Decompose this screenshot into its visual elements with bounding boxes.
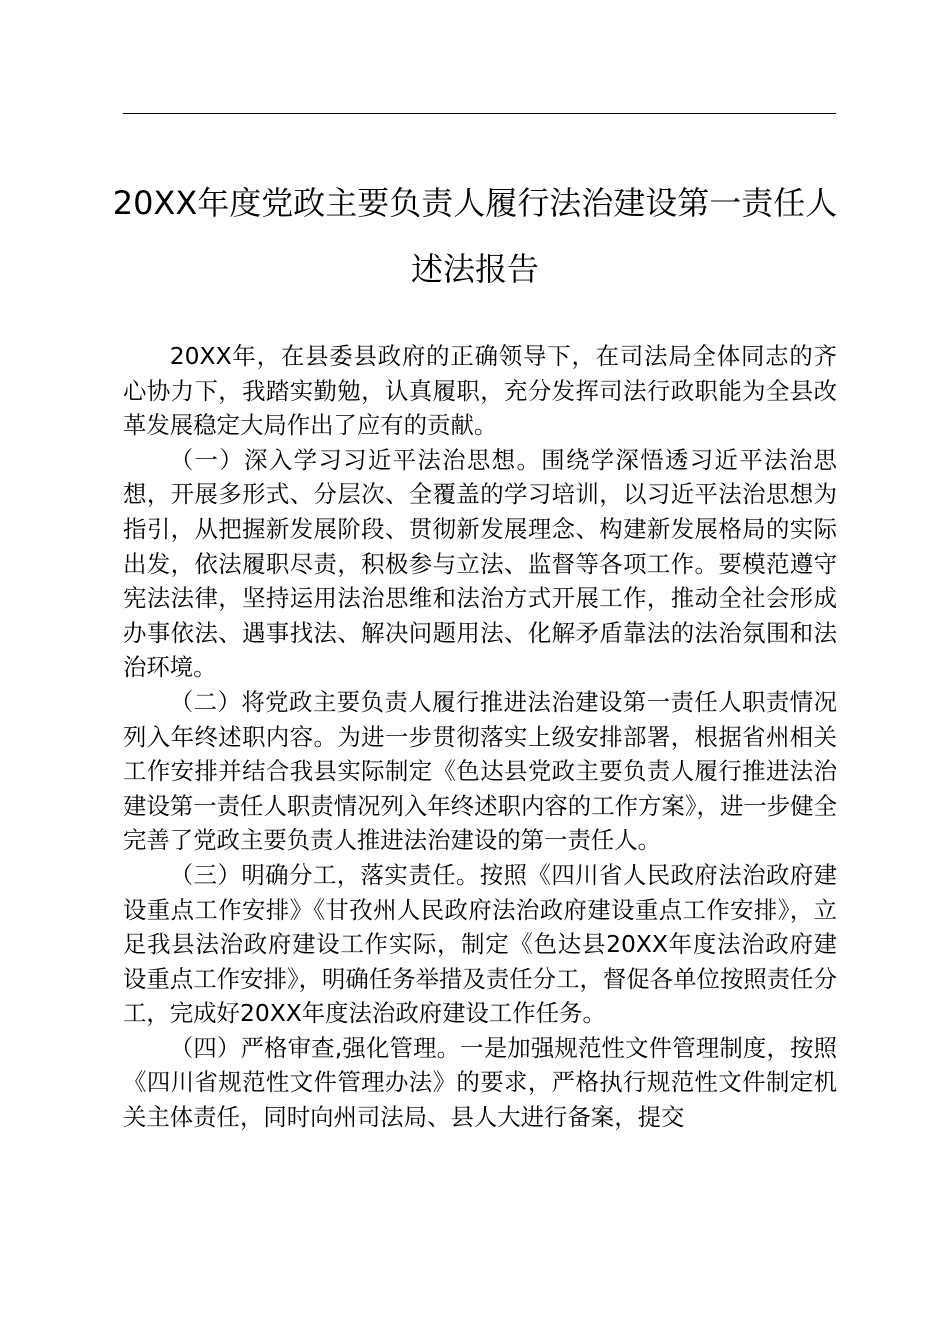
paragraph-section-1: （一）深入学习习近平法治思想。围绕学深悟透习近平法治思想，开展多形式、分层次、全覆盖的学习培训，以习近平法治思想为指引，从把握新发展阶段、贯彻新发展理念、构建新发展格局的实际出发，依法履职尽责，积极参与立法、监督等各项工作。要模范遵守宪法法律，坚持运用法治思维和法治方式开展工作，推动全社会形成办事依法、遇事找法、解决问题用法、化解矛盾靠法的法治氛围和法治环境。 [123,445,837,682]
paragraph-section-2: （二）将党政主要负责人履行推进法治建设第一责任人职责情况列入年终述职内容。为进一步贯彻落实上级安排部署，根据省州相关工作安排并结合我县实际制定《色达县党政主要负责人履行推进法治建设第一责任人职责情况列入年终述职内容的工作方案》，进一步健全完善了党政主要负责人推进法治建设的第一责任人。 [123,687,837,855]
paragraph-section-4: （四）严格审查,强化管理。一是加强规范性文件管理制度，按照《四川省规范性文件管理办法》的要求，严格执行规范性文件制定机关主体责任，同时向州司法局、县人大进行备案，提交 [123,1033,837,1132]
header-rule [123,113,836,114]
document-title: 20XX年度党政主要负责人履行法治建设第一责任人述法报告 [112,184,838,288]
document-body [123,339,837,1135]
paragraph-intro: 20XX年，在县委县政府的正确领导下，在司法局全体同志的齐心协力下，我踏实勤勉，认真履职，充分发挥司法行政职能为全县改革发展稳定大局作出了应有的贡献。 [123,342,837,440]
paragraph-section-3: （三）明确分工，落实责任。按照《四川省人民政府法治政府建设重点工作安排》《甘孜州人民政府法治政府建设重点工作安排》，立足我县法治政府建设工作实际，制定《色达县20XX年度法治政府建设重点工作安排》，明确任务举措及责任分工，督促各单位按照责任分工，完成好20XX年度法治政府建设工作任务。 [123,860,837,1028]
